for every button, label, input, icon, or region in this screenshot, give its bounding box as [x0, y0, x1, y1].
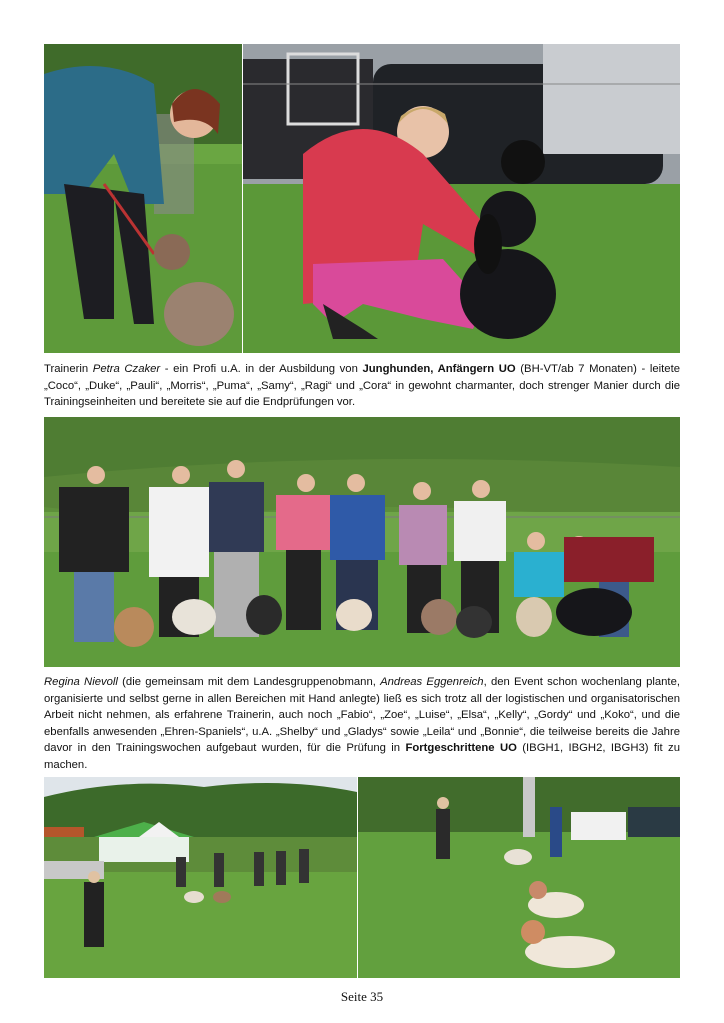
photo-group: [44, 417, 680, 667]
course-name: Junghunden, Anfängern UO: [362, 363, 516, 375]
caption-text: Trainerin: [44, 363, 93, 375]
photo-training-left: [44, 44, 242, 353]
caption-text: - ein Profi u.A. in der Ausbildung von: [160, 363, 363, 375]
caption-petra-czaker: [44, 361, 680, 411]
page-number: Seite 35: [340, 989, 384, 1004]
photo-field-right: [358, 777, 680, 978]
course-name: Fortgeschrittene UO: [405, 742, 517, 755]
caption-regina-nievoll: [44, 674, 680, 774]
trainer-name: Regina Nievoll: [44, 676, 118, 688]
photo-field-left: [44, 777, 357, 978]
caption-text: (die gemeinsam mit dem Landesgruppenobmann,: [117, 676, 381, 688]
trainer-name: Petra Czaker: [92, 363, 161, 375]
photo-training-right: [243, 44, 680, 353]
caption-text: (IBGH1, IBGH2, IBGH3) fit zu machen.: [44, 742, 680, 771]
caption-text: , den Event schon wochenlang plante, organisierte und selbst gerne in allen Bereichen mit Hand anlegte) ließ es sich trotz all der logistischen und organisatorischen Arbeit nicht nehmen, als erfahrene Trainerin, auch noch „Fabio“, „Zoe“, „Luise“, „Elsa“, „Kelly“, „Gordy“ und „Koko“, und die ebenfalls anwesenden „Ehren-Spaniels“, u.A. „Shelby“ und „Gladys“ sowie „Leila“ und „Bonnie“, die teilweise bereits die Jahre davor in den Trainingswochen aufgebaut wurden, für die Prüfung in: [44, 676, 680, 755]
caption-text: (BH-VT/ab 7 Monaten) - leitete „Coco“, „Duke“, „Pauli“, „Morris“, „Puma“, „Samy“, „Ragi“ und „Cora“ in gewohnt charmanter, doch strenger Manier durch die Trainingseinheiten und bereitete sie auf die Endprüfungen vor.: [44, 363, 680, 409]
organizer-name: Andreas Eggenreich: [380, 676, 484, 688]
